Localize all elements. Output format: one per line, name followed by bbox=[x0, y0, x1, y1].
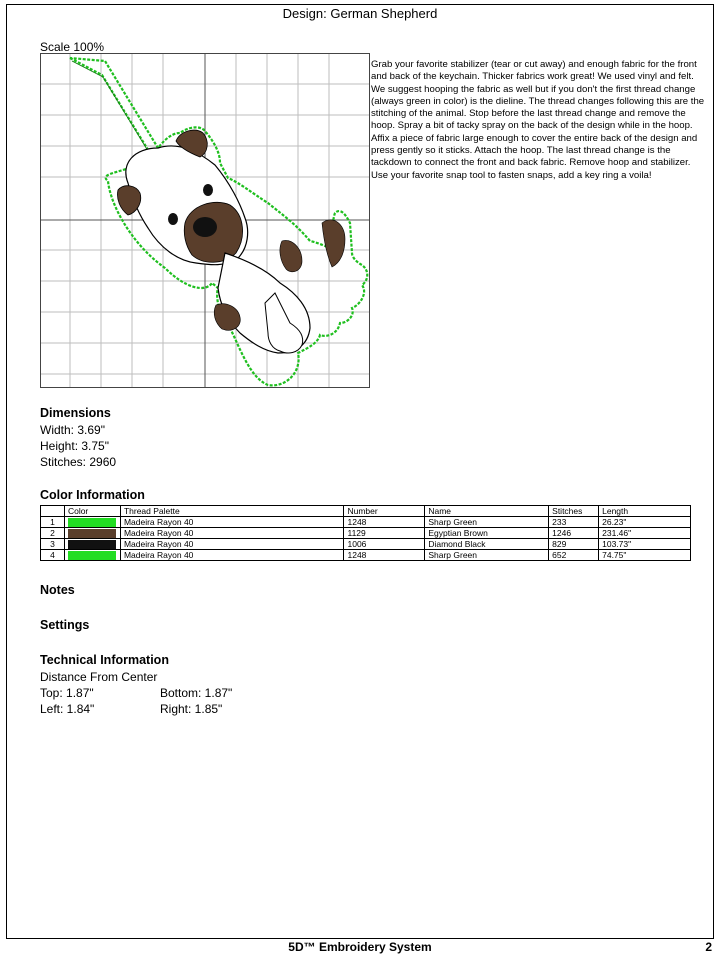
row-index: 3 bbox=[41, 539, 65, 550]
design-preview bbox=[40, 53, 370, 388]
row-index: 1 bbox=[41, 517, 65, 528]
thread-name: Sharp Green bbox=[425, 550, 549, 561]
table-row bbox=[41, 517, 691, 528]
color-information-heading: Color Information bbox=[40, 488, 145, 502]
table-row bbox=[41, 539, 691, 550]
thread-number: 1248 bbox=[344, 550, 425, 561]
color-swatch bbox=[68, 540, 116, 549]
col-header: Name bbox=[425, 506, 549, 517]
color-swatch-cell bbox=[64, 539, 120, 550]
stitch-count: 1246 bbox=[549, 528, 599, 539]
technical-information-heading: Technical Information bbox=[40, 653, 169, 667]
scale-label: Scale 100% bbox=[40, 40, 105, 54]
design-preview-canvas bbox=[40, 53, 370, 388]
stitch-count: 829 bbox=[549, 539, 599, 550]
thread-length: 74.75" bbox=[599, 550, 691, 561]
thread-number: 1006 bbox=[344, 539, 425, 550]
thread-palette: Madeira Rayon 40 bbox=[120, 517, 344, 528]
thread-palette: Madeira Rayon 40 bbox=[120, 528, 344, 539]
thread-length: 26.23" bbox=[599, 517, 691, 528]
notes-heading: Notes bbox=[40, 583, 75, 597]
thread-name: Diamond Black bbox=[425, 539, 549, 550]
dimensions-heading: Dimensions bbox=[40, 406, 111, 420]
distance-right: Right: 1.85" bbox=[160, 702, 223, 716]
distance-top: Top: 1.87" bbox=[40, 686, 94, 700]
row-index: 2 bbox=[41, 528, 65, 539]
table-row bbox=[41, 550, 691, 561]
color-swatch bbox=[68, 529, 116, 538]
thread-number: 1129 bbox=[344, 528, 425, 539]
distance-from-center-label: Distance From Center bbox=[40, 670, 158, 684]
thread-palette: Madeira Rayon 40 bbox=[120, 550, 344, 561]
color-swatch bbox=[68, 551, 116, 560]
col-header: Thread Palette bbox=[120, 506, 344, 517]
page-title: Design: German Shepherd bbox=[282, 6, 438, 21]
col-header: Color bbox=[64, 506, 120, 517]
thread-name: Sharp Green bbox=[425, 517, 549, 528]
table-row bbox=[41, 528, 691, 539]
color-swatch-cell bbox=[64, 517, 120, 528]
settings-heading: Settings bbox=[40, 618, 90, 632]
col-header bbox=[41, 506, 65, 517]
table-header-row bbox=[41, 506, 691, 517]
page-number: 2 bbox=[705, 940, 712, 954]
distance-bottom: Bottom: 1.87" bbox=[160, 686, 233, 700]
thread-length: 103.73" bbox=[599, 539, 691, 550]
thread-name: Egyptian Brown bbox=[425, 528, 549, 539]
col-header: Length bbox=[599, 506, 691, 517]
dimension-stitches: Stitches: 2960 bbox=[40, 455, 117, 469]
color-swatch bbox=[68, 518, 116, 527]
dog-design-image bbox=[70, 58, 367, 385]
dimension-height: Height: 3.75" bbox=[40, 439, 109, 453]
stitch-count: 652 bbox=[549, 550, 599, 561]
thread-number: 1248 bbox=[344, 517, 425, 528]
footer-system-name: 5D™ Embroidery System bbox=[288, 940, 432, 954]
distance-left: Left: 1.84" bbox=[40, 702, 95, 716]
color-information-table bbox=[40, 505, 691, 561]
thread-length: 231.46" bbox=[599, 528, 691, 539]
color-swatch-cell bbox=[64, 528, 120, 539]
col-header: Stitches bbox=[549, 506, 599, 517]
instructions-text: Grab your favorite stabilizer (tear or cut away) and enough fabric for the front and back of the keychain. Thicker fabrics work great! We used vinyl and felt. We suggest hooping the fabric as well but if you don't the first thread change (always green in color) is the dieline. The thread changes following this are the stitching of the animal. Stop before the last thread change and remove the hoop. Spray a bit of tacky spray on the back of the design while in the hoop. Affix a piece of fabric large enough to cover the entire back of the design and press gently so it sticks. Attach the hoop. The last thread change is the tackdown to connect the front and back fabric. Remove hoop and stabilizer. Use your favorite snap tool to fasten snaps, add a key ring a voila! bbox=[371, 59, 705, 181]
row-index: 4 bbox=[41, 550, 65, 561]
col-header: Number bbox=[344, 506, 425, 517]
color-swatch-cell bbox=[64, 550, 120, 561]
dimension-width: Width: 3.69" bbox=[40, 423, 105, 437]
stitch-count: 233 bbox=[549, 517, 599, 528]
thread-palette: Madeira Rayon 40 bbox=[120, 539, 344, 550]
